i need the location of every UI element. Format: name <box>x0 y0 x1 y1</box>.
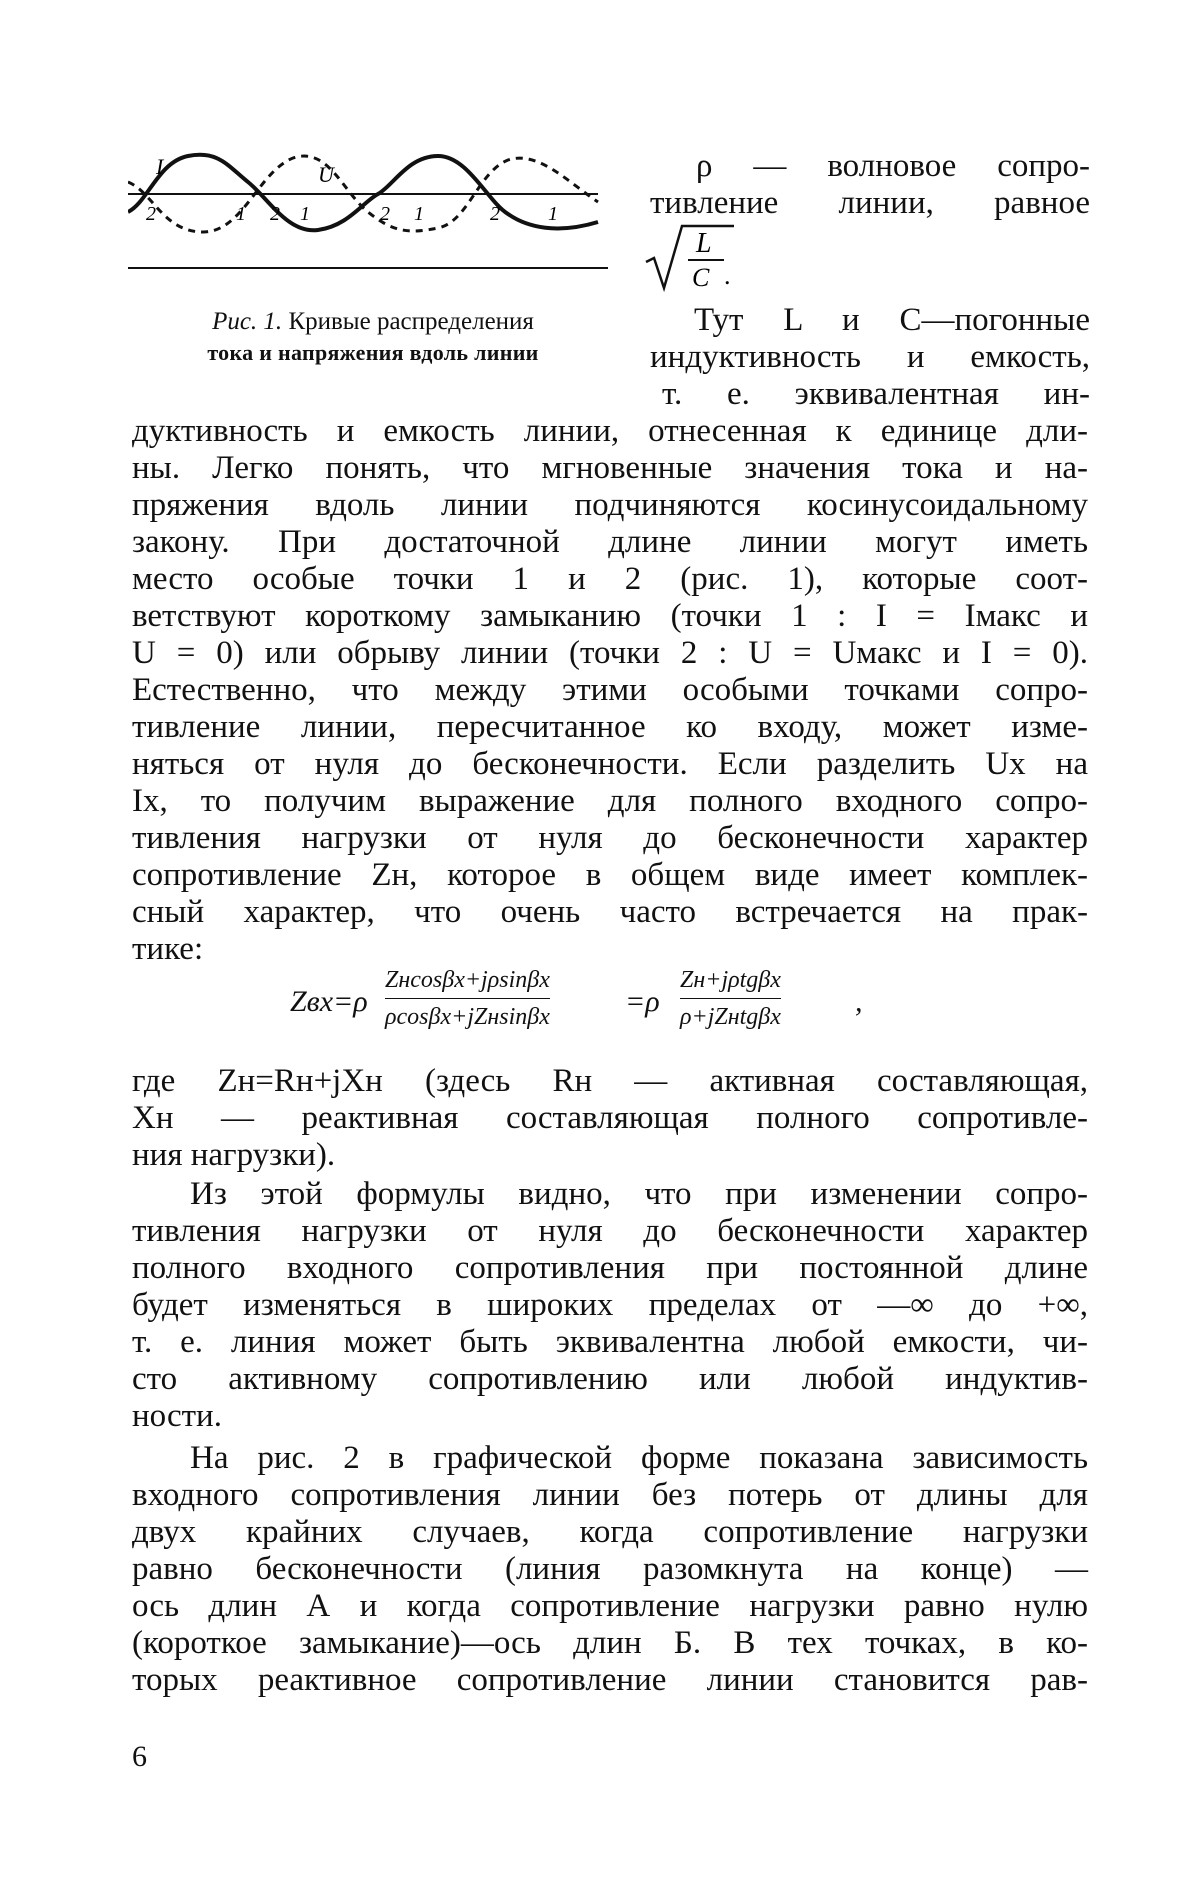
point-label: 1 <box>548 203 558 225</box>
point-label: 1 <box>414 203 424 225</box>
body-line: Из этой формулы видно, что при изменении сопро- <box>190 1176 1088 1212</box>
page-number: 6 <box>132 1740 147 1773</box>
body-line: торых реактивное сопротивление линии становится рав- <box>132 1662 1088 1698</box>
formula-tail: , <box>855 985 863 1018</box>
body-line: (короткое замыкание)—ось длин Б. В тех точках, в ко- <box>132 1625 1088 1661</box>
where-paragraph <box>132 1063 1088 1174</box>
body-line: двух крайних случаев, когда сопротивление нагрузки <box>132 1514 1088 1550</box>
body-line: тивление линии, пересчитанное ко входу, может изме- <box>132 709 1088 745</box>
body-line: сто активному сопротивлению или любой индуктив- <box>132 1361 1088 1397</box>
fraction1-denominator: ρcosβx+jZнsinβx <box>385 1004 550 1030</box>
fraction2-numerator: Zн+jρtgβx <box>680 967 781 993</box>
body-line: Естественно, что между этими особыми точками сопро- <box>132 672 1088 708</box>
current-wave <box>128 155 598 231</box>
tut-line3: т. е. эквивалентная ин- <box>662 376 1090 412</box>
body-paragraph <box>132 413 1088 968</box>
body-line: ния нагрузки). <box>132 1137 336 1173</box>
tut-paragraph <box>650 302 1090 413</box>
body-line: На рис. 2 в графической форме показана зависимость <box>190 1440 1088 1476</box>
body-line: ось длин А и когда сопротивление нагрузки равно нулю <box>132 1588 1088 1624</box>
tut-line1: Тут L и C—погонные <box>694 302 1090 338</box>
body-line: полного входного сопротивления при постоянной длине <box>132 1250 1088 1286</box>
body-line: входного сопротивления линии без потерь от длины для <box>132 1477 1088 1513</box>
fraction1-numerator: Zнcosβx+jρsinβx <box>385 967 550 993</box>
formula-fraction-1 <box>385 965 550 1032</box>
body-line: сопротивление Zн, которое в общем виде имеет комплек- <box>132 857 1088 893</box>
caption-prefix: Рис. 1. <box>212 308 283 335</box>
body-line: закону. При достаточной длине линии могут иметь <box>132 524 1088 560</box>
sqrt-formula <box>644 222 754 297</box>
curve-label-i: I <box>156 154 164 179</box>
formula-fraction-2 <box>680 965 781 1032</box>
body-line: тике: <box>132 931 204 967</box>
body-line: ветствуют короткому замыканию (точки 1 : I = Iмакс и <box>132 598 1088 634</box>
curve-label-u: U <box>318 162 334 187</box>
input-impedance-formula <box>290 965 990 1045</box>
sqrt-numerator: L <box>696 228 712 259</box>
point-label: 2 <box>380 203 390 225</box>
caption-line1: Кривые распределения <box>288 308 534 335</box>
body-line: сный характер, что очень часто встречается на прак- <box>132 894 1088 930</box>
body-line: где Zн=Rн+jXн (здесь Rн — активная составляющая, <box>132 1063 1088 1099</box>
rho-definition <box>650 148 1090 222</box>
sqrt-tail: . <box>724 261 731 290</box>
body-line: Ix, то получим выражение для полного входного сопро- <box>132 783 1088 819</box>
body-line: дуктивность и емкость линии, отнесенная к единице дли- <box>132 413 1088 449</box>
rho-line1: ρ — волновое сопро- <box>696 148 1090 184</box>
figure-caption <box>128 306 618 368</box>
body-line: Xн — реактивная составляющая полного сопротивле- <box>132 1100 1088 1136</box>
body-line: место особые точки 1 и 2 (рис. 1), которые соот- <box>132 561 1088 597</box>
body-line: няться от нуля до бесконечности. Если разделить Ux на <box>132 746 1088 782</box>
point-label: 1 <box>236 203 246 225</box>
fraction2-denominator: ρ+jZнtgβx <box>680 1004 781 1030</box>
body-line: будет изменяться в широких пределах от —∞ до +∞, <box>132 1287 1088 1323</box>
point-label: 2 <box>146 203 156 225</box>
figure-1 <box>128 152 618 368</box>
point-label: 2 <box>270 203 280 225</box>
point-label: 1 <box>300 203 310 225</box>
tut-line2: индуктивность и емкость, <box>650 339 1090 375</box>
formula-discussion-paragraph <box>132 1176 1088 1435</box>
formula-lhs: Zвх=ρ <box>290 985 368 1018</box>
body-line: равно бесконечности (линия разомкнута на конце) — <box>132 1551 1088 1587</box>
sqrt-denominator: C <box>692 263 710 292</box>
body-line: пряжения вдоль линии подчиняются косинусоидальному <box>132 487 1088 523</box>
figure2-paragraph <box>132 1440 1088 1699</box>
wave-diagram <box>128 152 618 272</box>
body-line: тивления нагрузки от нуля до бесконечности характер <box>132 820 1088 856</box>
point-label: 2 <box>490 203 500 225</box>
rho-line2: тивление линии, равное <box>650 185 1090 221</box>
body-line: ности. <box>132 1398 222 1434</box>
formula-mid: =ρ <box>625 985 660 1018</box>
caption-line2: тока и напряжения вдоль линии <box>207 340 539 365</box>
body-line: U = 0) или обрыву линии (точки 2 : U = Uмакс и I = 0). <box>132 635 1088 671</box>
body-line: тивления нагрузки от нуля до бесконечности характер <box>132 1213 1088 1249</box>
body-line: ны. Легко понять, что мгновенные значения тока и на- <box>132 450 1088 486</box>
body-line: т. е. линия может быть эквивалентна любой емкости, чи- <box>132 1324 1088 1360</box>
